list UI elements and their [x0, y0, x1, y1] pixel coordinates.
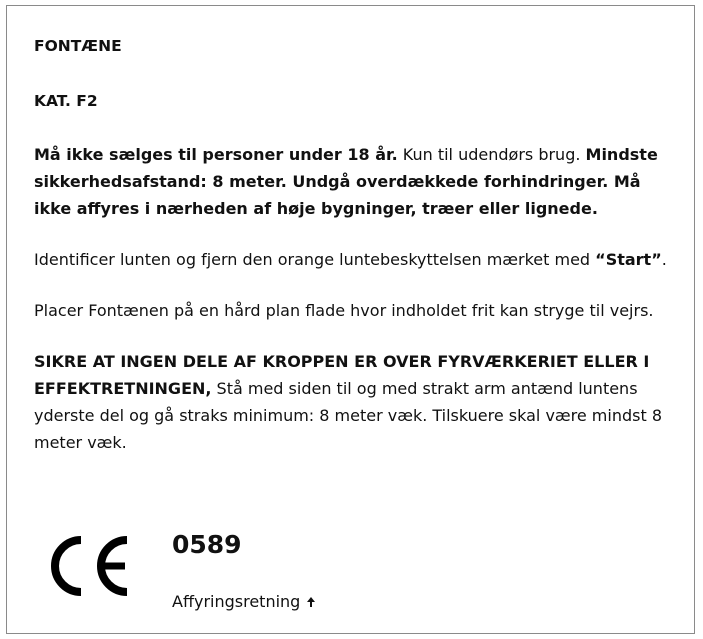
warning-paragraph — [34, 141, 679, 222]
label-card — [6, 5, 695, 634]
product-title: FONTÆNE — [34, 37, 122, 55]
safety-paragraph — [34, 348, 679, 456]
instruction-fuse-start: “Start” — [595, 250, 662, 269]
instruction-fuse — [34, 246, 679, 273]
instruction-placement: Placer Fontænen på en hård plan flade hvor indholdet frit kan stryge til vejrs. — [34, 301, 654, 320]
ce-mark-icon — [43, 534, 133, 598]
arrow-up-icon — [306, 596, 316, 608]
warning-age: Må ikke sælges til personer under 18 år. — [34, 145, 398, 164]
direction-label: Affyringsretning — [172, 592, 301, 611]
direction-indicator — [172, 590, 316, 614]
warning-distance: Mindste sikkerhedsafstand: 8 meter. Undgå overdækkede forhindringer. Må ikke affyres i nærheden af høje bygninger, træer eller lignede. — [34, 145, 658, 218]
safety-heading: SIKRE AT INGEN DELE AF KROPPEN ER OVER FYRVÆRKERIET ELLER I EFFEKTRETNINGEN, — [34, 352, 650, 398]
label-content — [34, 33, 679, 456]
ce-code: 0589 — [172, 530, 242, 559]
warning-outdoor: Kun til udendørs brug. — [397, 145, 586, 164]
instruction-fuse-text: Identificer lunten og fjern den orange luntebeskyttelsen mærket med — [34, 250, 596, 269]
instruction-fuse-end: . — [661, 250, 667, 269]
safety-text: Stå med siden til og med strakt arm antænd luntens yderste del og gå straks minimum: 8 meter væk. Tilskuere skal være mindst 8 meter væk. — [34, 379, 662, 452]
certification-row — [34, 528, 674, 618]
category: KAT. F2 — [34, 92, 98, 110]
